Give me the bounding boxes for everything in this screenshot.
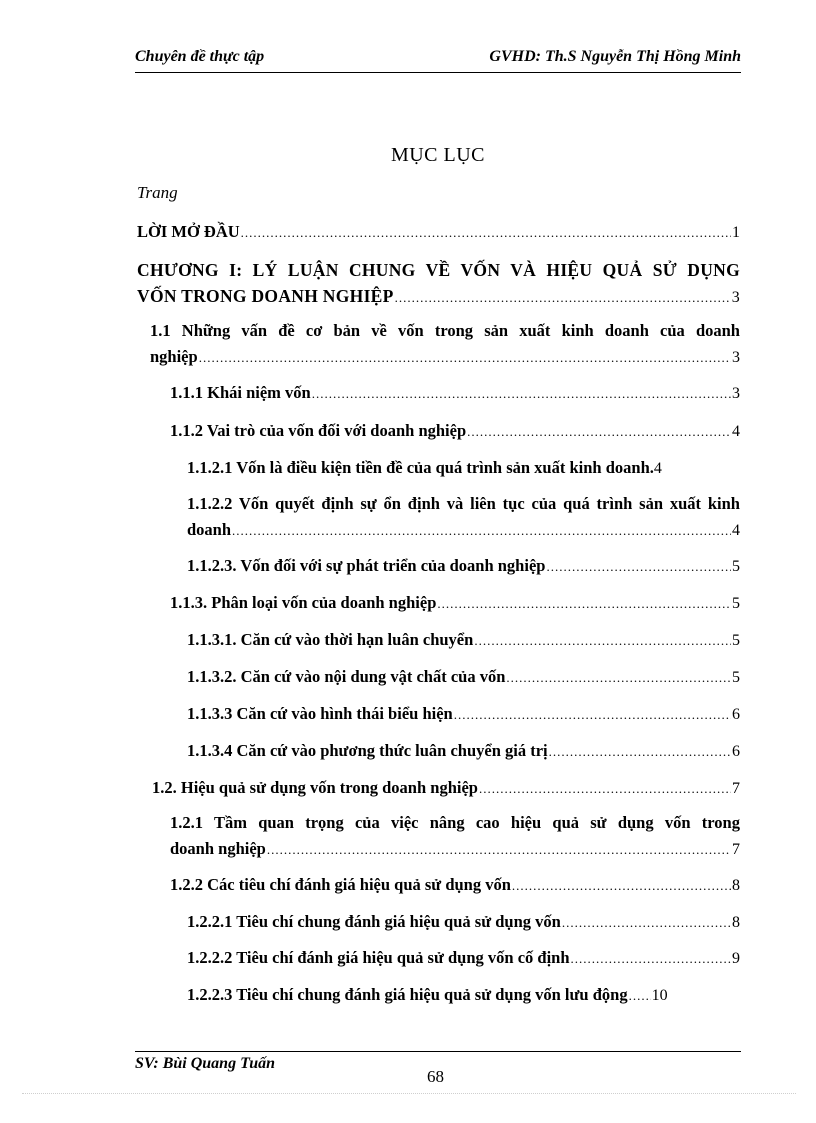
toc-entry[interactable] — [170, 380, 740, 407]
toc-entry-page: 3 — [732, 349, 740, 366]
toc-entry-page: 7 — [732, 841, 740, 858]
toc-entry-page: 5 — [732, 558, 740, 575]
toc-leader-dots — [467, 419, 731, 445]
toc-entry-page: 3 — [731, 289, 740, 306]
toc-entry-page: 3 — [732, 385, 740, 402]
toc-entry[interactable] — [187, 455, 740, 482]
toc-entry-label: LỜI MỞ ĐẦU — [137, 222, 240, 241]
toc-entry-label: 1.2. Hiệu quả sử dụng vốn trong doanh nghiệp — [152, 778, 478, 797]
toc-entry-page: 8 — [732, 914, 740, 931]
toc-leader-dots — [549, 739, 731, 765]
toc-entry-label-line1: 1.1 Những vấn đề cơ bản về vốn trong sản xuất kinh doanh của doanh — [150, 321, 740, 340]
toc-entry-label: 1.1.2.3. Vốn đối với sự phát triển của doanh nghiệp — [187, 556, 546, 575]
toc-entry-label: nghiệp — [150, 347, 198, 366]
footer-page-number: 68 — [427, 1067, 444, 1086]
page-header — [135, 46, 741, 73]
toc-entry[interactable] — [187, 909, 740, 936]
header-course-title: Chuyên đề thực tập — [135, 48, 265, 65]
toc-leader-dots — [232, 518, 731, 544]
toc-leader-dots — [629, 983, 651, 1009]
toc-entry-label-line1: 1.2.1 Tầm quan trọng của việc nâng cao hiệu quả sử dụng vốn trong — [170, 813, 740, 832]
toc-entry-label: doanh nghiệp — [170, 839, 266, 858]
toc-entry-label: 1.1.2 Vai trò của vốn đối với doanh nghiệp — [170, 421, 467, 440]
toc-leader-dots — [512, 873, 731, 899]
toc-entry-label: 1.1.3. Phân loại vốn của doanh nghiệp — [170, 593, 437, 612]
toc-entry-label: 1.1.1 Khái niệm vốn — [170, 383, 311, 402]
toc-entry-page: 5 — [732, 632, 740, 649]
toc-entry-page: 4 — [653, 460, 662, 477]
page-bottom-border — [22, 1093, 796, 1094]
toc-leader-dots — [546, 554, 731, 580]
page-column-label: Trang — [137, 183, 178, 202]
header-advisor: GVHD: Th.S Nguyễn Thị Hồng Minh — [489, 48, 741, 65]
toc-entry-label: 1.2.2 Các tiêu chí đánh giá hiệu quả sử dụng vốn — [170, 875, 511, 894]
page-title: MỤC LỤC — [390, 144, 486, 166]
toc-leader-dots — [199, 345, 731, 371]
toc-entry[interactable] — [150, 318, 740, 371]
toc-entry-page: 5 — [732, 669, 740, 686]
toc-leader-dots — [474, 628, 731, 654]
toc-leader-dots — [267, 837, 731, 863]
toc-entry-page: 1 — [732, 224, 740, 241]
toc-entry-page: 6 — [732, 706, 740, 723]
footer-divider — [135, 1051, 741, 1052]
toc-entry-label: 1.1.2.1 Vốn là điều kiện tiền đề của quá trình sản xuất kinh doanh. — [187, 458, 654, 477]
footer-student: SV: Bùi Quang Tuấn — [135, 1055, 276, 1072]
toc-entry-page: 4 — [732, 423, 740, 440]
toc-entry-page: 5 — [732, 595, 740, 612]
toc-leader-dots — [562, 910, 731, 936]
toc-entry[interactable] — [187, 945, 740, 972]
toc-entry-label: 1.1.3.4 Căn cứ vào phương thức luân chuyển giá trị — [187, 741, 548, 760]
toc-entry-page: 9 — [732, 950, 740, 967]
toc-entry-label: 1.1.3.1. Căn cứ vào thời hạn luân chuyển — [187, 630, 474, 649]
toc-entry-label-line1: CHƯƠNG I: LÝ LUẬN CHUNG VỀ VỐN VÀ HIỆU QUẢ SỬ DỤNG — [137, 260, 740, 280]
toc-entry[interactable] — [187, 553, 740, 580]
toc-entry-page: 7 — [732, 780, 740, 797]
toc-leader-dots — [241, 220, 731, 246]
toc-entry[interactable] — [187, 627, 740, 654]
toc-entry[interactable] — [170, 872, 740, 899]
toc-leader-dots — [479, 776, 731, 802]
toc-entry[interactable] — [187, 664, 740, 691]
toc-entry[interactable] — [170, 590, 740, 617]
toc-entry-label: 1.1.3.2. Căn cứ vào nội dung vật chất của vốn — [187, 667, 506, 686]
toc-entry-label: 1.2.2.1 Tiêu chí chung đánh giá hiệu quả sử dụng vốn — [187, 912, 561, 931]
toc-entry-label: VỐN TRONG DOANH NGHIỆP — [137, 286, 394, 306]
toc-leader-dots — [312, 381, 731, 407]
toc-entry-label: 1.2.2.3 Tiêu chí chung đánh giá hiệu quả sử dụng vốn lưu động — [187, 985, 628, 1004]
toc-entry[interactable] — [170, 418, 740, 445]
toc-entry-page: 10 — [651, 987, 668, 1004]
toc-leader-dots — [437, 591, 731, 617]
toc-entry-page: 6 — [732, 743, 740, 760]
toc-entry-label: 1.1.3.3 Căn cứ vào hình thái biểu hiện — [187, 704, 453, 723]
toc-entry-page: 8 — [732, 877, 740, 894]
toc-leader-dots — [454, 702, 731, 728]
toc-leader-dots — [571, 946, 731, 972]
toc-entry[interactable] — [187, 738, 740, 765]
toc-entry-label: 1.2.2.2 Tiêu chí đánh giá hiệu quả sử dụng vốn cố định — [187, 948, 570, 967]
toc-entry[interactable] — [137, 219, 740, 246]
toc-entry[interactable] — [187, 701, 740, 728]
toc-entry[interactable] — [152, 775, 740, 802]
toc-entry-label-line1: 1.1.2.2 Vốn quyết định sự ổn định và liên tục của quá trình sản xuất kinh — [187, 494, 740, 513]
toc-entry-label: doanh — [187, 520, 232, 539]
toc-leader-dots — [506, 665, 731, 691]
toc-entry[interactable] — [170, 810, 740, 863]
toc-entry-page: 4 — [732, 522, 740, 539]
toc-leader-dots — [395, 285, 731, 311]
toc-entry[interactable] — [187, 491, 740, 544]
toc-entry[interactable] — [187, 982, 740, 1009]
toc-entry[interactable] — [137, 257, 740, 311]
